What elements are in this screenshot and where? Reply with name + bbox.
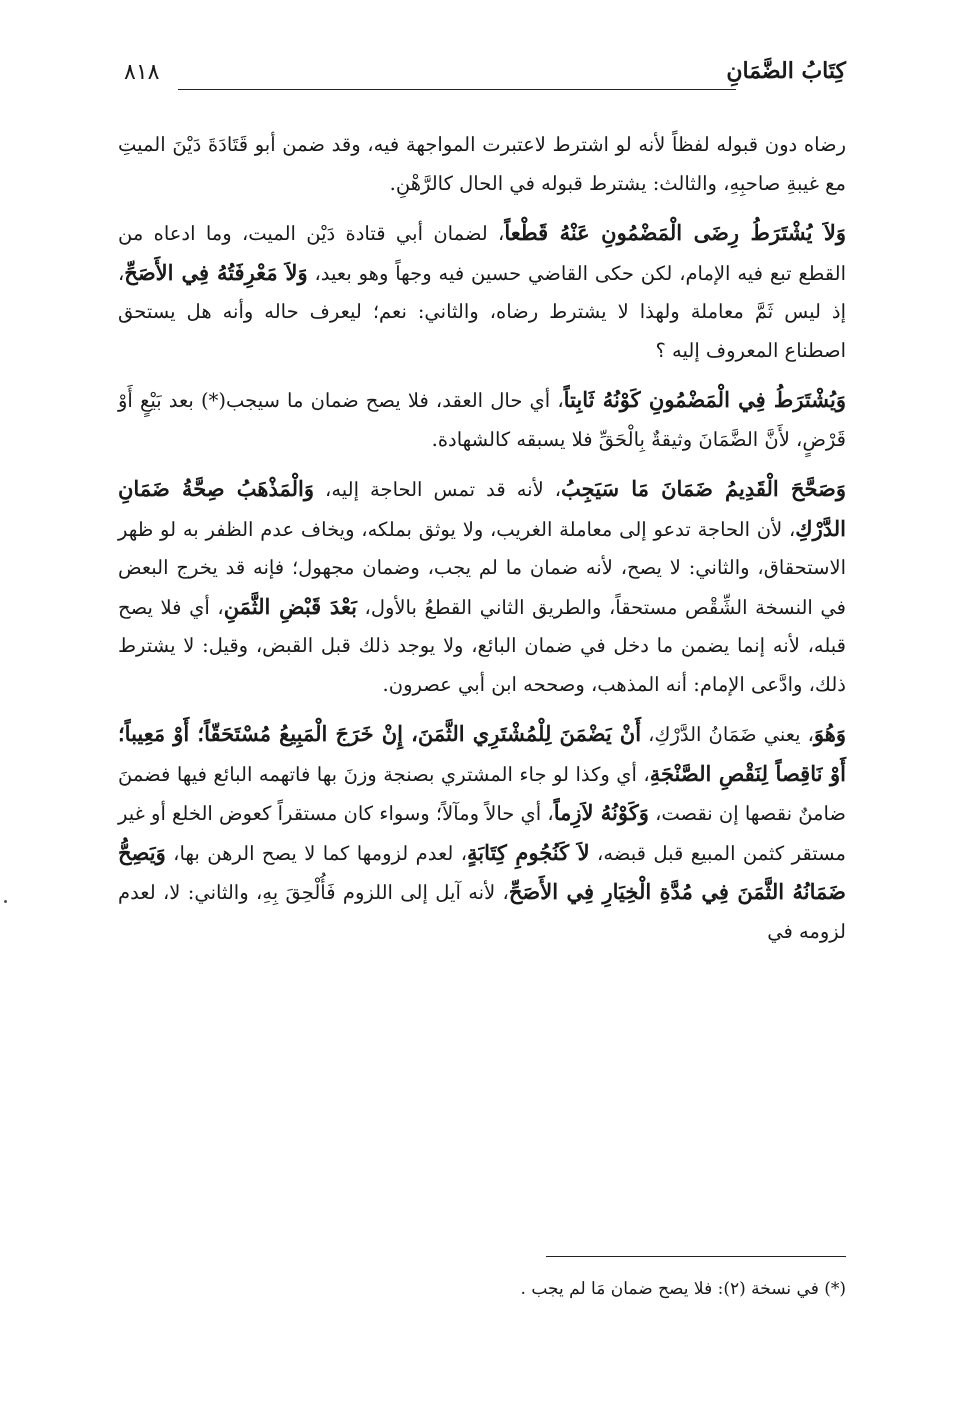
paragraph-2 (118, 214, 846, 370)
main-text (118, 126, 846, 962)
matn-text: وَيَصِحُّ ضَمَانُهُ الثَّمَنَ فِي مُدَّةِ الْخِيَارِ فِي الأَصَحِّ (118, 839, 846, 904)
commentary-text: ، أي حال العقد، فلا يصح ضمان ما سيجب(*) بعد بَيْعٍ أَوْ قَرْضٍ، لأَنَّ الضَّمَانَ وثيقةٌ بِالْحَقِّ فلا يسبقه كالشهادة. (118, 389, 846, 451)
matn-text: وَصَحَّحَ الْقَدِيمُ ضَمَانَ مَا سَيَجِبُ (561, 476, 846, 501)
commentary-text: ، إذ ليس ثَمَّ معاملة ولهذا لا يشترط رضاه، والثاني: نعم؛ ليعرف حاله وأنه هل يستحق اصطناع المعروف إليه ؟ (118, 261, 846, 362)
paragraph-1 (118, 126, 846, 203)
book-title: كِتَابُ الضَّمَانِ (726, 58, 846, 84)
text-segment: رضاه دون قبوله لفظاً لأنه لو اشترط لاعتبرت المواجهة فيه، وقد ضمن أبو قَتَادَةَ دَيْنَ الميتِ مع غيبةِ صاحبِهِ، والثالث: يشترط قبوله في الحال كالرَّهْنِ. (118, 133, 846, 195)
matn-text: أَنْ يَضْمَنَ لِلْمُشْتَرِي الثَّمَنَ، إِنْ خَرَجَ الْمَبِيعُ مُسْتَحَقّاً؛ أَوْ مَعِيباً؛ أَوْ نَاقِصاً لِنَقْصِ الصَّنْجَةِ (118, 721, 847, 786)
commentary-text: ، لعدم لزومها كما لا يصح الرهن بها، (165, 841, 468, 865)
book-page (118, 40, 846, 1370)
matn-text: وَهُوَ (813, 721, 846, 746)
paragraph-4 (118, 470, 846, 704)
commentary-text: ، يعني ضَمَانُ الدَّرْكِ، (641, 723, 814, 746)
footnote: (*) في نسخة (٢): فلا يصح ضمان مَا لم يجب . (520, 1279, 846, 1299)
matn-text: وَلاَ يُشْتَرَطُ رِضَى الْمَضْمُونِ عَنْهُ قَطْعاً (504, 220, 846, 245)
running-header (118, 58, 846, 98)
page-number: ٨١٨ (124, 60, 160, 85)
paragraph-5 (118, 715, 846, 951)
commentary-text: ، أي وكذا لو جاء المشتري بصنجة وزنَ بها فاتهمه البائع فيها فضمنَ ضامنٌ نقصها إن نقصت، (118, 762, 846, 825)
matn-text: وَالْمَذْهَبُ صِحَّةُ ضَمَانِ الدَّرْكِ (118, 476, 846, 541)
commentary-text: ، لأنه آيل إلى اللزوم فَأُلْحِقَ بِهِ، والثاني: لا، لعدم لزومه في (118, 881, 846, 943)
matn-text: وَكَوْنُهُ لاَزِماً (553, 800, 649, 825)
header-rule (178, 89, 736, 90)
paragraph-3 (118, 381, 846, 459)
matn-text: لاَ كَنُجُومِ كِتَابَةٍ (467, 839, 590, 865)
footnote-separator (546, 1256, 846, 1257)
commentary-text: ، أي حالاً ومآلاً؛ وسواء كان مستقراً كعوض الخلع أو غير مستقر كثمن المبيع قبل قبضه، (117, 802, 846, 865)
commentary-text: ، لأن الحاجة تدعو إلى معاملة الغريب، ولا يوثق بملكه، ويخاف عدم الظفر به لو ظهر الاستحقاق، والثاني: لا يصح، لأنه ضمان ما لم يجب، وضمان مجهول؛ فإنه قد يخرج البعض في النسخة الشِّقْص مستحقاً، والطريق الثاني القطعُ بالأول، (118, 517, 846, 619)
commentary-text: ، أي فلا يصح قبله، لأنه إنما يضمن ما دخل في ضمان البائع، ولا يوجد ذلك قبل القبض، وقيل: لا يشترط ذلك، وادَّعى الإمام: أنه المذهب، وصححه ابن أبي عصرون. (118, 595, 846, 696)
margin-speck (4, 900, 7, 903)
matn-text: بَعْدَ قَبْضِ الثَّمَنِ (223, 593, 357, 619)
matn-text: وَلاَ مَعْرِفَتُهُ فِي الأَصَحِّ (124, 259, 308, 285)
commentary-text: ، لضمان أبي قتادة دَيْن الميت، وما ادعاه من القطع تبع فيه الإمام، لكن حكى القاضي حسين فيه وجهاً وهو بعيد، (118, 222, 846, 285)
matn-text: وَيُشْتَرَطُ فِي الْمَضْمُونِ كَوْنُهُ ثَابِتاً (563, 387, 846, 412)
commentary-text: ، لأنه قد تمس الحاجة إليه، (313, 478, 562, 501)
